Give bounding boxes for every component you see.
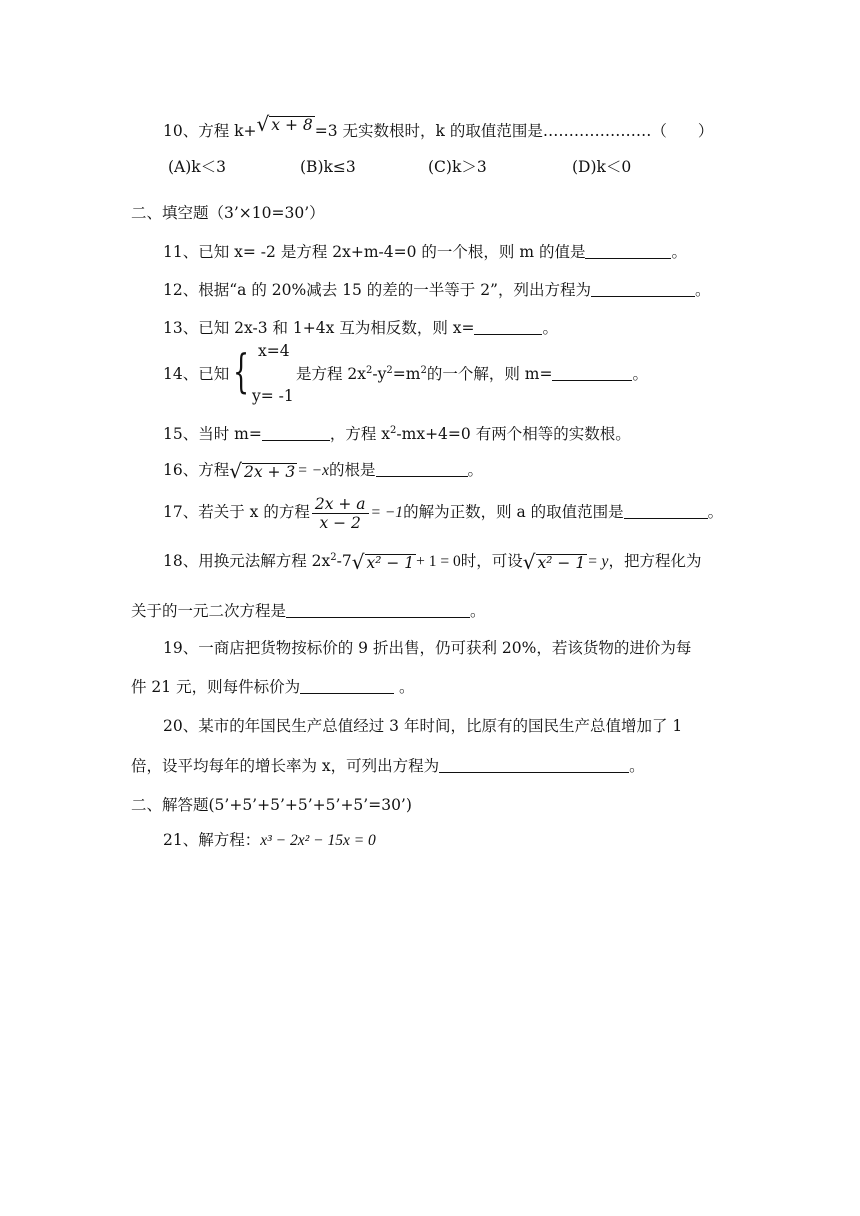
q18-radicand-2: x² − 1 <box>537 554 586 572</box>
q15-text-c: -mx+4=0 有两个相等的实数根。 <box>396 425 631 443</box>
q19-line-2 <box>131 677 415 697</box>
q13-line <box>163 318 558 338</box>
q17-text-b: 的解为正数，则 a 的取值范围是 <box>403 503 624 521</box>
q19-answer-blank <box>300 677 394 694</box>
q14-brace-icon: { <box>233 344 250 398</box>
q12-period: 。 <box>695 281 711 299</box>
q10-dots: …………………（ ） <box>542 122 714 140</box>
q11-line <box>163 242 687 262</box>
q18-radicand-1: x² − 1 <box>366 554 415 572</box>
q16-answer-blank <box>376 460 468 477</box>
q19-period: 。 <box>394 678 415 696</box>
q14-sup-3: 2 <box>420 364 427 376</box>
q17-text-a: 17、若关于 x 的方程 <box>163 503 310 521</box>
q11-text: 11、已知 x= -2 是方程 2x+m-4=0 的一个根，则 m 的值是 <box>163 243 586 261</box>
q10-option-b: (B)k≤3 <box>300 158 356 176</box>
q10-option-d: (D)k＜0 <box>572 158 632 176</box>
q18-text-e: = y <box>587 553 609 570</box>
q15-sup: 2 <box>390 424 397 436</box>
q10-text-a: 方程 k+ <box>198 122 257 140</box>
q17-period: 。 <box>707 503 724 521</box>
q10-number: 10、 <box>163 122 199 140</box>
q19-line2-text: 件 21 元，则每件标价为 <box>131 678 301 696</box>
q13-period: 。 <box>542 319 558 337</box>
q14-period: 。 <box>632 365 648 383</box>
q14-sup-2: 2 <box>386 364 393 376</box>
q21-line <box>163 830 376 851</box>
q18-text-a: 18、用换元法解方程 2x <box>163 552 331 570</box>
q14-answer-blank <box>552 364 632 381</box>
q12-line <box>163 280 711 300</box>
q20-answer-blank <box>439 756 629 773</box>
q18-text-c: + 1 = 0 <box>416 553 461 570</box>
q18-text-d: 时，可设 <box>460 552 523 570</box>
q14-text-a: 是方程 2x <box>296 365 367 383</box>
q10-text-b: =3 无实数根时，k 的取值范围是 <box>314 122 543 140</box>
q20-line2-text: 倍，设平均每年的增长率为 x，可列出方程为 <box>131 757 440 775</box>
q11-period: 。 <box>671 243 687 261</box>
q14-eq-top: x=4 <box>258 342 290 360</box>
q14-prefix: 14、已知 <box>163 365 230 383</box>
q17-numerator: 2x + a <box>312 495 369 514</box>
q16-period: 。 <box>467 461 484 479</box>
q10-option-a: (A)k＜3 <box>168 158 227 176</box>
q21-equation: x³ − 2x² − 15x = 0 <box>260 832 376 849</box>
q12-answer-blank <box>591 280 695 297</box>
q15-line <box>163 424 631 444</box>
q18-sqrt-1: √ x² − 1 <box>351 550 415 574</box>
q16-line <box>163 460 483 482</box>
q19-line-1: 19、一商店把货物按标价的 9 折出售，仍可获利 20%，若该货物的进价为每 <box>163 639 692 657</box>
q18-line-2 <box>131 601 486 621</box>
q16-text-b: 的根是 <box>328 461 376 479</box>
q10-radicand: x + 8 <box>271 116 313 134</box>
q17-rhs: = −1 <box>370 504 404 521</box>
q18-sqrt-2: √ x² − 1 <box>522 550 586 574</box>
q17-answer-blank <box>624 502 708 519</box>
q17-denominator: x − 2 <box>319 513 361 532</box>
q14-eq-bottom: y= -1 <box>252 387 294 405</box>
q13-answer-blank <box>474 318 542 335</box>
q11-answer-blank <box>585 242 671 259</box>
q18-period: 。 <box>470 602 486 620</box>
q12-text: 12、根据“a 的 20%减去 15 的差的一半等于 2”，列出方程为 <box>163 281 591 299</box>
q18-text-b: -7 <box>336 552 352 570</box>
q21-text: 21、解方程： <box>163 831 261 849</box>
q14-line <box>296 364 648 384</box>
q10-line <box>163 112 714 143</box>
section-answer-title: 二、解答题(5’+5’+5’+5’+5’+5’=30’) <box>131 796 412 814</box>
q17-line <box>163 493 723 532</box>
q16-sqrt: √ 2x + 3 <box>229 459 296 483</box>
q17-fraction <box>312 495 369 532</box>
q14-sup-1: 2 <box>366 364 373 376</box>
q18-text-f: ，把方程化为 <box>608 552 702 570</box>
section-fill-in-title: 二、填空题（3’×10=30’） <box>131 204 325 222</box>
q10-sqrt: √ x + 8 <box>256 112 313 136</box>
q18-answer-blank <box>286 601 470 618</box>
q13-text: 13、已知 2x-3 和 1+4x 互为相反数，则 x= <box>163 319 475 337</box>
q10-option-c: (C)k＞3 <box>428 158 487 176</box>
q14-text-b: -y <box>372 365 387 383</box>
q15-answer-blank <box>262 424 330 441</box>
q14-text-d: 的一个解，则 m= <box>426 365 553 383</box>
q20-period: 。 <box>629 757 645 775</box>
q16-text-a: 16、方程 <box>163 461 230 479</box>
q14-text-c: =m <box>392 365 421 383</box>
q18-sup: 2 <box>330 551 337 563</box>
q20-line-1: 20、某市的年国民生产总值经过 3 年时间，比原有的国民生产总值增加了 1 <box>163 717 683 735</box>
q18-line2-text: 关于的一元二次方程是 <box>131 602 287 620</box>
q15-text-b: ，方程 x <box>329 425 391 443</box>
q20-line-2 <box>131 756 645 776</box>
q15-text-a: 15、当时 m= <box>163 425 262 443</box>
q16-rhs: = −x <box>297 462 329 479</box>
q18-line-1 <box>163 551 701 573</box>
q16-radicand: 2x + 3 <box>243 463 296 481</box>
